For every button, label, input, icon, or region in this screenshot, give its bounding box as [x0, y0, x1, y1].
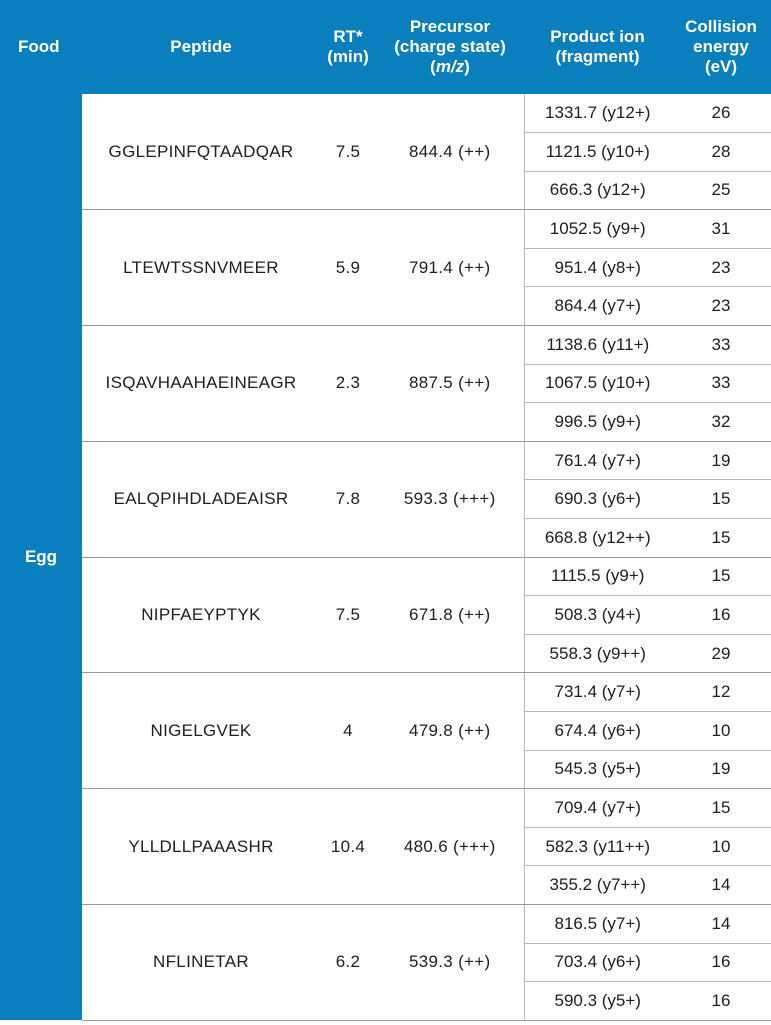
table-row	[0, 557, 771, 596]
product-ion: 668.8 (y12++)	[524, 519, 671, 558]
product-ion: 731.4 (y7+)	[524, 673, 671, 712]
table-row	[0, 94, 771, 133]
collision-energy: 28	[671, 133, 771, 172]
table-row	[0, 210, 771, 249]
precursor-mz: 593.3 (+++)	[376, 441, 524, 557]
header-product-ion: Product ion (fragment)	[524, 0, 671, 94]
collision-energy: 29	[671, 634, 771, 673]
product-ion: 508.3 (y4+)	[524, 596, 671, 635]
table-body	[0, 94, 771, 1020]
product-ion: 1115.5 (y9+)	[524, 557, 671, 596]
collision-energy: 19	[671, 750, 771, 789]
header-peptide: Peptide	[82, 0, 320, 94]
precursor-mz: 539.3 (++)	[376, 904, 524, 1020]
peptide-sequence: LTEWTSSNVMEER	[82, 210, 320, 326]
precursor-mz: 671.8 (++)	[376, 557, 524, 673]
peptide-sequence: NIPFAEYPTYK	[82, 557, 320, 673]
collision-energy: 15	[671, 789, 771, 828]
product-ion: 690.3 (y6+)	[524, 480, 671, 519]
product-ion: 1067.5 (y10+)	[524, 364, 671, 403]
collision-energy: 16	[671, 982, 771, 1021]
food-cell: Egg	[0, 94, 82, 1020]
peptide-sequence: NFLINETAR	[82, 904, 320, 1020]
collision-energy: 16	[671, 596, 771, 635]
collision-energy: 31	[671, 210, 771, 249]
precursor-mz: 480.6 (+++)	[376, 789, 524, 905]
product-ion: 545.3 (y5+)	[524, 750, 671, 789]
product-ion: 582.3 (y11++)	[524, 827, 671, 866]
product-ion: 951.4 (y8+)	[524, 248, 671, 287]
retention-time: 4	[320, 673, 376, 789]
header-precursor: Precursor (charge state) (m/z)	[376, 0, 524, 94]
product-ion: 816.5 (y7+)	[524, 904, 671, 943]
product-ion: 996.5 (y9+)	[524, 403, 671, 442]
collision-energy: 14	[671, 904, 771, 943]
collision-energy: 16	[671, 943, 771, 982]
product-ion: 590.3 (y5+)	[524, 982, 671, 1021]
collision-energy: 23	[671, 248, 771, 287]
collision-energy: 14	[671, 866, 771, 905]
product-ion: 761.4 (y7+)	[524, 441, 671, 480]
precursor-mz: 887.5 (++)	[376, 326, 524, 442]
product-ion: 666.3 (y12+)	[524, 171, 671, 210]
retention-time: 7.5	[320, 557, 376, 673]
product-ion: 558.3 (y9++)	[524, 634, 671, 673]
precursor-mz: 479.8 (++)	[376, 673, 524, 789]
collision-energy: 19	[671, 441, 771, 480]
product-ion: 1138.6 (y11+)	[524, 326, 671, 365]
retention-time: 7.8	[320, 441, 376, 557]
product-ion: 1121.5 (y10+)	[524, 133, 671, 172]
product-ion: 864.4 (y7+)	[524, 287, 671, 326]
header-collision-energy: Collision energy (eV)	[671, 0, 771, 94]
header-food: Food	[0, 0, 82, 94]
collision-energy: 12	[671, 673, 771, 712]
collision-energy: 26	[671, 94, 771, 133]
product-ion: 703.4 (y6+)	[524, 943, 671, 982]
product-ion: 1331.7 (y12+)	[524, 94, 671, 133]
collision-energy: 10	[671, 712, 771, 751]
product-ion: 709.4 (y7+)	[524, 789, 671, 828]
collision-energy: 25	[671, 171, 771, 210]
collision-energy: 32	[671, 403, 771, 442]
product-ion: 355.2 (y7++)	[524, 866, 671, 905]
peptide-sequence: YLLDLLPAAASHR	[82, 789, 320, 905]
table-header	[0, 0, 771, 94]
peptide-sequence: NIGELGVEK	[82, 673, 320, 789]
table-row	[0, 904, 771, 943]
product-ion: 674.4 (y6+)	[524, 712, 671, 751]
table-row	[0, 789, 771, 828]
table-row	[0, 326, 771, 365]
peptide-sequence: EALQPIHDLADEAISR	[82, 441, 320, 557]
collision-energy: 15	[671, 557, 771, 596]
table-row	[0, 673, 771, 712]
retention-time: 7.5	[320, 94, 376, 210]
retention-time: 10.4	[320, 789, 376, 905]
retention-time: 5.9	[320, 210, 376, 326]
product-ion: 1052.5 (y9+)	[524, 210, 671, 249]
peptide-sequence: GGLEPINFQTAADQAR	[82, 94, 320, 210]
header-rt: RT* (min)	[320, 0, 376, 94]
collision-energy: 33	[671, 326, 771, 365]
table-row	[0, 441, 771, 480]
peptide-sequence: ISQAVHAAHAEINEAGR	[82, 326, 320, 442]
collision-energy: 23	[671, 287, 771, 326]
collision-energy: 10	[671, 827, 771, 866]
retention-time: 2.3	[320, 326, 376, 442]
collision-energy: 33	[671, 364, 771, 403]
precursor-mz: 791.4 (++)	[376, 210, 524, 326]
retention-time: 6.2	[320, 904, 376, 1020]
precursor-mz: 844.4 (++)	[376, 94, 524, 210]
collision-energy: 15	[671, 480, 771, 519]
collision-energy: 15	[671, 519, 771, 558]
